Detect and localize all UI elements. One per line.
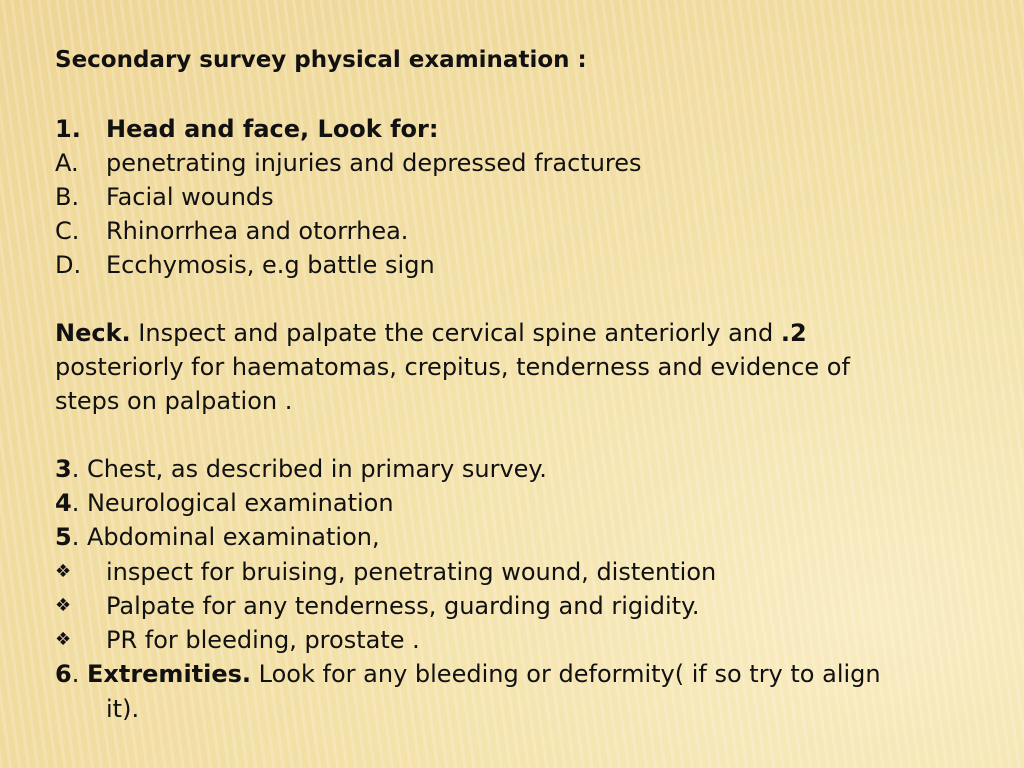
- neck-label: Neck.: [55, 319, 131, 347]
- section-4-text: . Neurological examination: [71, 489, 394, 517]
- section-6-label: Extremities.: [86, 660, 252, 688]
- neck-text: Inspect and palpate the cervical spine anteriorly and: [130, 319, 781, 347]
- slide-title: Secondary survey physical examination :: [55, 47, 587, 73]
- item-marker: B.: [55, 183, 80, 211]
- diamond-bullet-icon: ❖: [55, 629, 72, 650]
- section-6-sep: .: [71, 660, 87, 688]
- neck-paragraph-line-1: [55, 318, 807, 348]
- bullet-text: Palpate for any tenderness, guarding and rigidity.: [106, 592, 700, 620]
- diamond-bullet-icon: ❖: [55, 561, 72, 582]
- item-text: Facial wounds: [106, 183, 274, 211]
- section-5-number: 5: [55, 523, 72, 551]
- section-5: [55, 522, 380, 552]
- section-5-text: . Abdominal examination,: [71, 523, 380, 551]
- section-6-continuation: it).: [106, 695, 140, 723]
- section-3-text: . Chest, as described in primary survey.: [71, 455, 547, 483]
- section-4-number: 4: [55, 489, 72, 517]
- bullet-text: inspect for bruising, penetrating wound, distention: [106, 558, 717, 586]
- section-4: [55, 488, 394, 518]
- neck-paragraph-line-3: steps on palpation .: [55, 387, 293, 415]
- item-text: Ecchymosis, e.g battle sign: [106, 251, 435, 279]
- neck-paragraph-line-2: posteriorly for haematomas, crepitus, tenderness and evidence of: [55, 353, 850, 381]
- item-text: penetrating injuries and depressed fractures: [106, 149, 642, 177]
- item-marker: C.: [55, 217, 80, 245]
- section-3: [55, 454, 547, 484]
- section-6: [55, 659, 881, 689]
- item-marker: A.: [55, 149, 79, 177]
- section-6-text: Look for any bleeding or deformity( if so try to align: [251, 660, 881, 688]
- section-1-title: Head and face, Look for:: [106, 115, 439, 143]
- section-6-number: 6: [55, 660, 72, 688]
- item-text: Rhinorrhea and otorrhea.: [106, 217, 409, 245]
- bullet-text: PR for bleeding, prostate .: [106, 626, 420, 654]
- item-marker: D.: [55, 251, 82, 279]
- section-3-number: 3: [55, 455, 72, 483]
- neck-number: .2: [780, 319, 807, 347]
- section-1-number: 1.: [55, 115, 81, 143]
- diamond-bullet-icon: ❖: [55, 595, 72, 616]
